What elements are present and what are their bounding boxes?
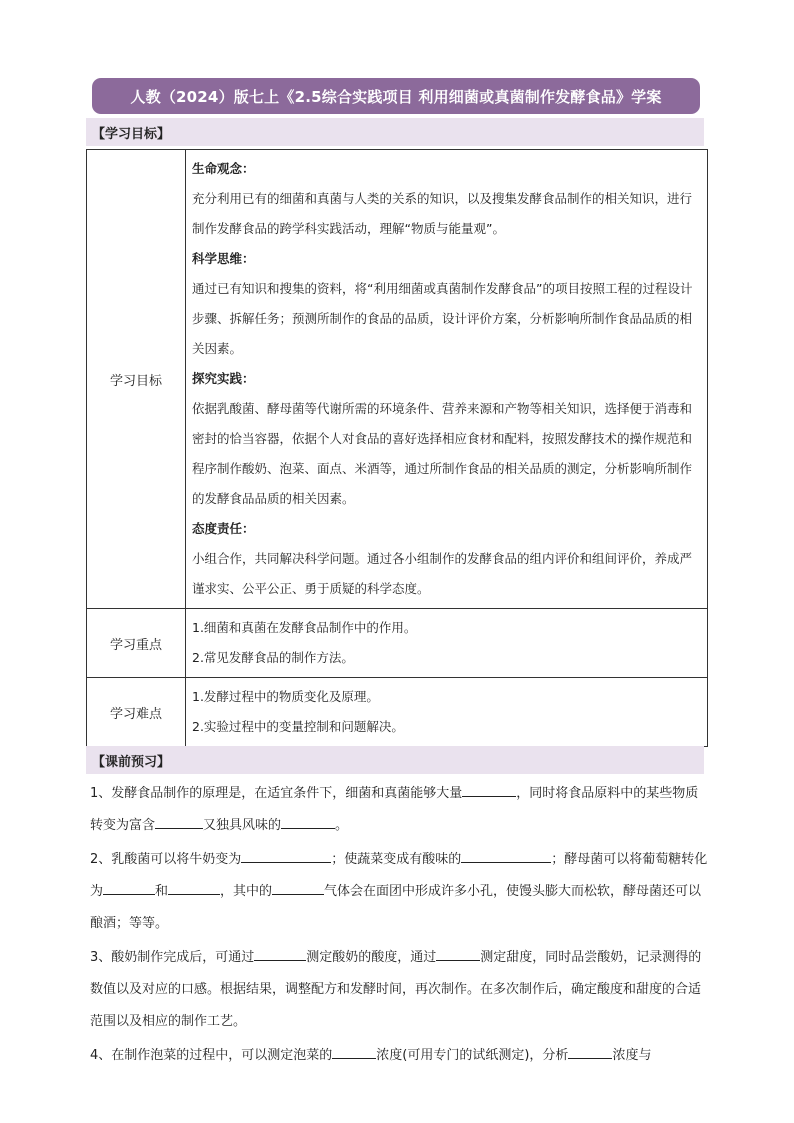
block-heading-practice: 探究实践： bbox=[192, 371, 255, 386]
question-text: ；酵母菌可以将葡萄糖转化为 bbox=[90, 852, 708, 899]
answer-blank[interactable] bbox=[436, 946, 480, 961]
preview-question-2 bbox=[90, 844, 708, 940]
row-label-difficulties: 学习难点 bbox=[87, 678, 186, 747]
question-text: 4、在制作泡菜的过程中，可以测定泡菜的 bbox=[90, 1048, 333, 1063]
answer-blank[interactable] bbox=[168, 880, 220, 895]
answer-blank[interactable] bbox=[155, 814, 203, 829]
question-text: 浓度与 bbox=[612, 1048, 652, 1063]
block-text-thinking: 通过已有知识和搜集的资料，将“利用细菌或真菌制作发酵食品”的项目按照工程的过程设计步骤、拆解任务；预测所制作的食品的品质，设计评价方案，分析影响所制作食品品质的相关因素。 bbox=[192, 281, 693, 356]
table-row-difficulties bbox=[87, 678, 708, 747]
key-points-content bbox=[186, 609, 708, 678]
difficulties-content bbox=[186, 678, 708, 747]
question-text: 2、乳酸菌可以将牛奶变为 bbox=[90, 852, 242, 867]
key-point-item: 2.常见发酵食品的制作方法。 bbox=[192, 650, 354, 665]
question-text: ，同时将食品原料中的某些物质转变为富含 bbox=[90, 786, 699, 833]
preview-question-3 bbox=[90, 942, 708, 1038]
question-text: 测定甜度，同时品尝酸奶，记录测得的数值以及对应的口感。根据结果，调整配方和发酵时间，再次制作。在多次制作后，确定酸度和甜度的合适范围以及相应的制作工艺。 bbox=[90, 950, 702, 1029]
question-text: 测定酸奶的酸度，通过 bbox=[306, 950, 437, 965]
question-text: 1、发酵食品制作的原理是，在适宜条件下，细菌和真菌能够大量 bbox=[90, 786, 463, 801]
answer-blank[interactable] bbox=[241, 848, 331, 863]
table-row-key-points bbox=[87, 609, 708, 678]
block-text-attitude: 小组合作，共同解决科学问题。通过各小组制作的发酵食品的组内评价和组间评价，养成严谨求实、公平公正、勇于质疑的科学态度。 bbox=[192, 551, 693, 596]
table-row-objectives bbox=[87, 150, 708, 609]
block-text-practice: 依据乳酸菌、酵母菌等代谢所需的环境条件、营养来源和产物等相关知识，选择便于消毒和密封的恰当容器，依据个人对食品的喜好选择相应食材和配料，按照发酵技术的操作规范和程序制作酸奶、泡菜、面点、米酒等，通过所制作食品的相关品质的测定，分析影响所制作的发酵食品品质的相关因素。 bbox=[192, 401, 693, 506]
key-point-item: 1.细菌和真菌在发酵食品制作中的作用。 bbox=[192, 620, 417, 635]
question-text: ；使蔬菜变成有酸味的 bbox=[331, 852, 462, 867]
section-header-goals: 【学习目标】 bbox=[86, 118, 704, 146]
answer-blank[interactable] bbox=[461, 848, 551, 863]
question-text: 气体会在面团中形成许多小孔，使馒头膨大而松软，酵母菌还可以酿酒；等等。 bbox=[90, 884, 702, 931]
answer-blank[interactable] bbox=[332, 1044, 376, 1059]
question-text: 浓度(可用专门的试纸测定)，分析 bbox=[376, 1048, 569, 1063]
objectives-content bbox=[186, 150, 708, 609]
question-text: ，其中的 bbox=[220, 884, 273, 899]
document-title: 人教（2024）版七上《2.5综合实践项目 利用细菌或真菌制作发酵食品》学案 bbox=[92, 78, 700, 114]
answer-blank[interactable] bbox=[568, 1044, 612, 1059]
question-text: 。 bbox=[335, 818, 349, 833]
question-text: 3、酸奶制作完成后，可通过 bbox=[90, 950, 255, 965]
row-label-objectives: 学习目标 bbox=[87, 150, 186, 609]
question-text: 又独具风味的 bbox=[203, 818, 282, 833]
difficulty-item: 2.实验过程中的变量控制和问题解决。 bbox=[192, 719, 404, 734]
answer-blank[interactable] bbox=[254, 946, 306, 961]
preview-question-4 bbox=[90, 1040, 708, 1072]
difficulty-item: 1.发酵过程中的物质变化及原理。 bbox=[192, 689, 379, 704]
preview-questions bbox=[90, 778, 708, 1074]
preview-question-1 bbox=[90, 778, 708, 842]
row-label-key-points: 学习重点 bbox=[87, 609, 186, 678]
question-text: 和 bbox=[155, 884, 169, 899]
answer-blank[interactable] bbox=[103, 880, 155, 895]
answer-blank[interactable] bbox=[462, 782, 516, 797]
answer-blank[interactable] bbox=[281, 814, 335, 829]
section-header-preview: 【课前预习】 bbox=[86, 746, 704, 774]
block-heading-attitude: 态度责任： bbox=[192, 521, 255, 536]
block-heading-thinking: 科学思维： bbox=[192, 251, 255, 266]
block-heading-life: 生命观念： bbox=[192, 161, 255, 176]
goals-table bbox=[86, 149, 708, 747]
answer-blank[interactable] bbox=[272, 880, 324, 895]
block-text-life: 充分利用已有的细菌和真菌与人类的关系的知识，以及搜集发酵食品制作的相关知识，进行制作发酵食品的跨学科实践活动，理解“物质与能量观”。 bbox=[192, 191, 693, 236]
